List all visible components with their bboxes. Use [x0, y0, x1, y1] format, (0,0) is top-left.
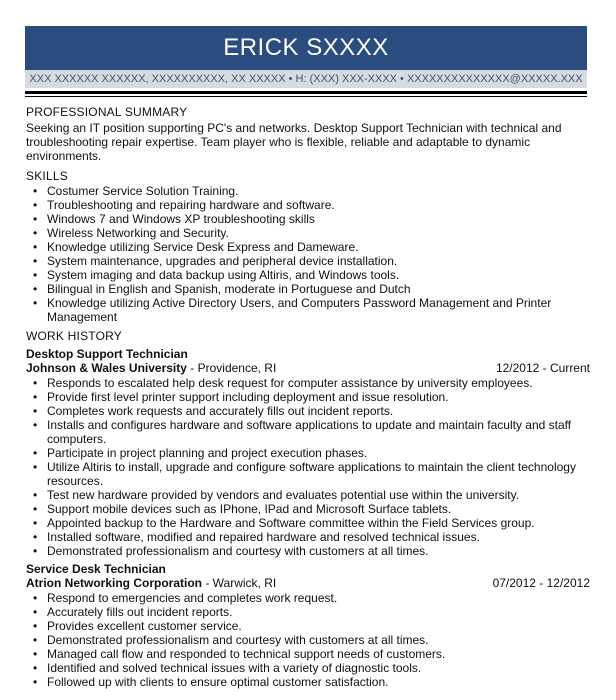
duty-item: • Participate in project planning and project execution phases. — [26, 446, 590, 460]
summary-heading: PROFESSIONAL SUMMARY — [26, 105, 188, 119]
resume-body — [26, 105, 590, 689]
summary-text: Seeking an IT position supporting PC's and networks. Desktop Support Technician with technical and troubleshooting repair expertise. Team player who is flexible, reliable and adaptable to dynamic environments. — [26, 121, 562, 163]
skill-item: • Troubleshooting and repairing hardware and software. — [26, 198, 590, 212]
duty-item: • Managed call flow and responded to technical support needs of customers. — [26, 647, 590, 661]
duty-item: • Provides excellent customer service. — [26, 619, 590, 633]
duty-item: • Utilize Altiris to install, upgrade and configure software applications to maintain the client technology resources. — [26, 460, 590, 488]
job-title: Service Desk Technician — [26, 562, 166, 576]
candidate-name: ERICK SXXXX — [223, 34, 389, 61]
employer-name: Johnson & Wales University — [26, 361, 187, 375]
skills-heading: SKILLS — [26, 169, 68, 183]
employer-row — [26, 361, 590, 375]
employer-location: - Providence, RI — [186, 361, 277, 375]
duty-item: • Demonstrated professionalism and courtesy with customers at all times. — [26, 633, 590, 647]
skill-item: • Windows 7 and Windows XP troubleshooting skills — [26, 212, 590, 226]
duty-item: • Demonstrated professionalism and courtesy with customers at all times. — [26, 544, 590, 558]
skill-item: • Costumer Service Solution Training. — [26, 184, 590, 198]
employer-row — [26, 576, 590, 590]
duty-item: • Identified and solved technical issues with a variety of diagnostic tools. — [26, 661, 590, 675]
skill-item: • System imaging and data backup using Altiris, and Windows tools. — [26, 268, 590, 282]
duty-item: • Provide first level printer support including deployment and issue resolution. — [26, 390, 590, 404]
job-duties-list — [26, 376, 590, 558]
skill-item: • Wireless Networking and Security. — [26, 226, 590, 240]
duty-item: • Responds to escalated help desk request for computer assistance by university employees. — [26, 376, 590, 390]
job-dates: 12/2012 - Current — [495, 361, 590, 375]
duty-item: • Followed up with clients to ensure optimal customer satisfaction. — [26, 675, 590, 689]
job-dates: 07/2012 - 12/2012 — [492, 576, 590, 590]
skill-item: • Bilingual in English and Spanish, moderate in Portuguese and Dutch — [26, 282, 590, 296]
duty-item: • Installs and configures hardware and software applications to update and maintain faculty and staff computers. — [26, 418, 590, 446]
duty-item: • Appointed backup to the Hardware and Software committee within the Field Services group. — [26, 516, 590, 530]
work-history-heading: WORK HISTORY — [26, 329, 122, 343]
duty-item: • Completes work requests and accurately fills out incident reports. — [26, 404, 590, 418]
contact-info: XXX XXXXXX XXXXXX, XXXXXXXXXX, XX XXXXX • H: (XXX) XXX-XXXX • XXXXXXXXXXXXXX@XXXXX.XXX — [25, 70, 587, 88]
job-duties-list — [26, 591, 590, 689]
duty-item: • Test new hardware provided by vendors and evaluates potential use within the university. — [26, 488, 590, 502]
employer-location: - Warwick, RI — [202, 576, 277, 590]
duty-item: • Installed software, modified and repaired hardware and resolved technical issues. — [26, 530, 590, 544]
skill-item: • Knowledge utilizing Active Directory Users, and Computers Password Management and Printer Management — [26, 296, 590, 324]
duty-item: • Respond to emergencies and completes work request. — [26, 591, 590, 605]
skill-item: • Knowledge utilizing Service Desk Express and Dameware. — [26, 240, 590, 254]
duty-item: • Accurately fills out incident reports. — [26, 605, 590, 619]
resume-header — [25, 26, 587, 70]
job-title: Desktop Support Technician — [26, 347, 188, 361]
skill-item: • System maintenance, upgrades and peripheral device installation. — [26, 254, 590, 268]
employer-name: Atrion Networking Corporation — [26, 576, 202, 590]
header-divider-thin — [25, 96, 587, 97]
skills-list — [26, 184, 590, 324]
header-divider-thick — [25, 91, 587, 94]
duty-item: • Support mobile devices such as IPhone, IPad and Microsoft Surface tablets. — [26, 502, 590, 516]
